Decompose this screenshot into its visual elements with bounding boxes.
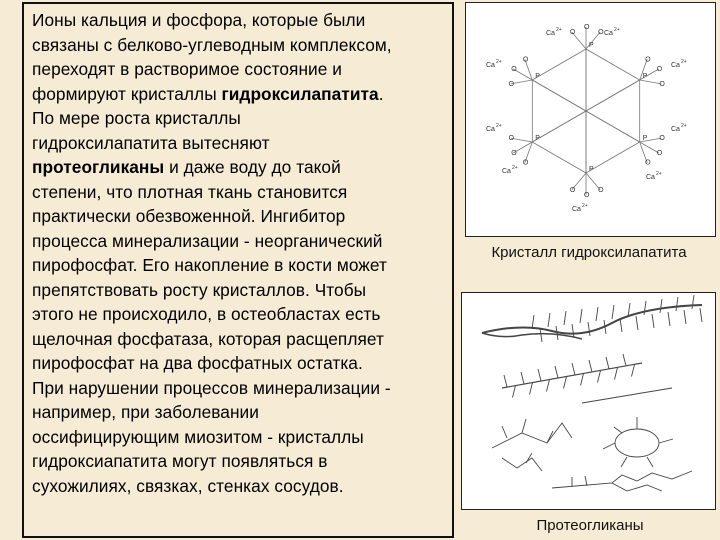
proteoglycan-bristle	[572, 324, 574, 338]
calcium-atom-label: Ca	[646, 174, 655, 181]
proteoglycan-branch	[603, 417, 673, 467]
proteoglycan-bristle	[580, 309, 582, 323]
proteoglycan-bristle	[692, 295, 694, 309]
oxygen-atom-label: O	[598, 186, 604, 194]
crystal-structure-diagram	[466, 3, 715, 236]
proteoglycan-bristle	[598, 371, 601, 383]
proteoglycan-bristle	[564, 377, 567, 389]
bond-line	[532, 142, 586, 173]
phosphorus-atom-label: P	[535, 135, 540, 142]
calcium-atom-label: Ca	[502, 168, 511, 175]
text-panel	[22, 2, 454, 538]
proteoglycan-bristle	[700, 308, 702, 322]
text-line: По мере роста кристаллы	[32, 108, 241, 128]
bond-line	[586, 49, 640, 80]
proteoglycan-bristle	[615, 368, 618, 380]
proteoglycan-bristle	[504, 375, 507, 387]
oxygen-atom-label: O	[645, 159, 651, 167]
oxygen-atom-label: O	[584, 24, 590, 31]
oxygen-atom-label: O	[656, 66, 663, 73]
text-line: этого не происходило, в остеобластах есть	[32, 304, 381, 324]
proteoglycan-bristle	[684, 310, 686, 324]
proteoglycan-bristle	[588, 322, 590, 336]
oxygen-atom-label: O	[656, 150, 663, 157]
text-fragment: и даже воду до такой	[164, 157, 341, 177]
calcium-charge-label: 2+	[582, 203, 588, 209]
calcium-charge-label: 2+	[681, 59, 687, 65]
proteoglycan-branch	[502, 419, 553, 463]
text-line: пирофосфат на два фосфатных остатка.	[32, 353, 363, 373]
proteoglycan-chain	[582, 388, 672, 403]
bold-term-proteoglycans: протеогликаны	[32, 157, 165, 177]
proteoglycan-bristle	[644, 301, 646, 315]
calcium-atom-label: Ca	[604, 30, 613, 37]
proteoglycan-bristle	[606, 357, 609, 369]
text-line: препятствовать росту кристаллов. Чтобы	[32, 279, 367, 300]
proteoglycan-bristle	[660, 299, 662, 313]
oxygen-atom-label: O	[598, 29, 604, 37]
hydroxyapatite-crystal-figure	[465, 2, 716, 237]
proteoglycan-bristle	[555, 366, 558, 378]
oxygen-atom-label: O	[522, 56, 529, 64]
proteoglycan-chain	[612, 483, 662, 491]
calcium-charge-label: 2+	[656, 171, 662, 177]
proteoglycan-bristle	[548, 313, 550, 327]
proteoglycan-bristle	[530, 383, 533, 395]
oxygen-atom-label: O	[511, 150, 517, 157]
text-line: пирофосфат. Его накопление в кости может	[32, 255, 387, 275]
proteoglycan-bristle	[547, 380, 550, 392]
oxygen-atom-label: O	[659, 80, 665, 88]
proteoglycan-bristle	[596, 307, 598, 321]
proteoglycan-bristle	[521, 372, 524, 384]
proteoglycan-bristle	[572, 363, 575, 375]
proteoglycan-bristle	[540, 328, 542, 342]
proteoglycan-bristle	[676, 297, 678, 311]
phosphorus-atom-label: P	[589, 166, 594, 173]
proteoglycan-bristle	[623, 354, 626, 366]
text-line: связаны с белково-углеводным комплексом,	[32, 34, 392, 55]
proteoglycans-diagram	[462, 293, 715, 509]
proteoglycan-branch	[502, 458, 542, 471]
text-line: щелочная фосфатаза, которая расщепляет	[32, 328, 384, 349]
phosphorus-atom-label: P	[642, 135, 648, 142]
proteoglycan-bristle	[589, 360, 592, 372]
proteoglycan-bristle	[513, 386, 516, 398]
proteoglycans-caption: Протеогликаны	[536, 517, 644, 534]
calcium-atom-label: Ca	[486, 126, 495, 133]
proteoglycan-branch	[492, 423, 572, 448]
proteoglycan-bristle	[564, 311, 566, 325]
text-line: оссифицирующим миозитом - кристаллы	[32, 426, 364, 447]
text-line: степени, что плотная ткань становится	[32, 181, 348, 202]
oxygen-atom-label: O	[645, 56, 651, 64]
proteoglycan-bristle	[581, 374, 584, 386]
phosphorus-atom-label: P	[642, 73, 648, 80]
calcium-charge-label: 2+	[681, 123, 687, 129]
calcium-charge-label: 2+	[556, 27, 562, 33]
calcium-atom-label: Ca	[486, 62, 495, 69]
calcium-charge-label: 2+	[614, 27, 620, 33]
proteoglycan-chain	[502, 363, 642, 388]
oxygen-atom-label: O	[508, 80, 515, 88]
text-line	[32, 155, 446, 180]
text-fragment: .	[378, 83, 384, 104]
oxygen-atom-label: O	[569, 186, 576, 194]
calcium-charge-label: 2+	[496, 59, 502, 65]
calcium-atom-label: Ca	[671, 62, 680, 69]
proteoglycan-bristle	[652, 314, 654, 328]
text-line: гидроксилапатита вытесняют	[32, 132, 270, 153]
calcium-charge-label: 2+	[512, 165, 518, 171]
text-line: сухожилиях, связках, стенках сосудов.	[32, 475, 344, 496]
proteoglycan-bristle	[538, 369, 541, 381]
proteoglycan-bristle	[620, 318, 622, 332]
text-line: процесса минерализации - неорганический	[32, 230, 383, 251]
text-line	[32, 82, 446, 107]
proteoglycan-bristle	[612, 305, 614, 319]
oxygen-atom-label: O	[584, 192, 590, 199]
oxygen-atom-label: O	[659, 135, 665, 143]
crystal-caption: Кристалл гидроксилапатита	[491, 244, 687, 261]
phosphorus-atom-label: P	[535, 73, 540, 80]
proteoglycan-bristle	[636, 316, 638, 330]
proteoglycans-figure	[461, 292, 716, 510]
bond-line	[586, 142, 640, 173]
bond-line	[640, 80, 662, 84]
calcium-atom-label: Ca	[671, 126, 680, 133]
calcium-atom-label: Ca	[546, 30, 555, 37]
text-line: Ионы кальция и фосфора, которые были	[32, 10, 366, 30]
calcium-atom-label: Ca	[572, 206, 581, 213]
calcium-charge-label: 2+	[496, 123, 502, 129]
oxygen-atom-label: O	[511, 66, 517, 73]
oxygen-atom-label: O	[569, 29, 576, 37]
text-fragment: формируют кристаллы	[32, 83, 222, 104]
bold-term-hydroxyapatite: гидроксилапатита	[221, 83, 379, 104]
oxygen-atom-label: O	[508, 135, 515, 143]
text-line: например, при заболевании	[32, 402, 259, 422]
oxygen-atom-label: O	[522, 159, 529, 167]
proteoglycan-bristle	[668, 312, 670, 326]
text-line: переходят в растворимое состояние и	[32, 59, 342, 79]
body-text	[32, 8, 446, 498]
proteoglycan-chain	[552, 471, 692, 488]
bond-line	[532, 49, 586, 80]
text-line: гидроксиапатита могут появляться в	[32, 451, 328, 471]
phosphorus-atom-label: P	[589, 42, 594, 49]
text-line: При нарушении процессов минерализации -	[32, 377, 391, 398]
proteoglycan-bristle	[632, 365, 635, 377]
text-line: практически обезвоженной. Ингибитор	[32, 206, 346, 226]
